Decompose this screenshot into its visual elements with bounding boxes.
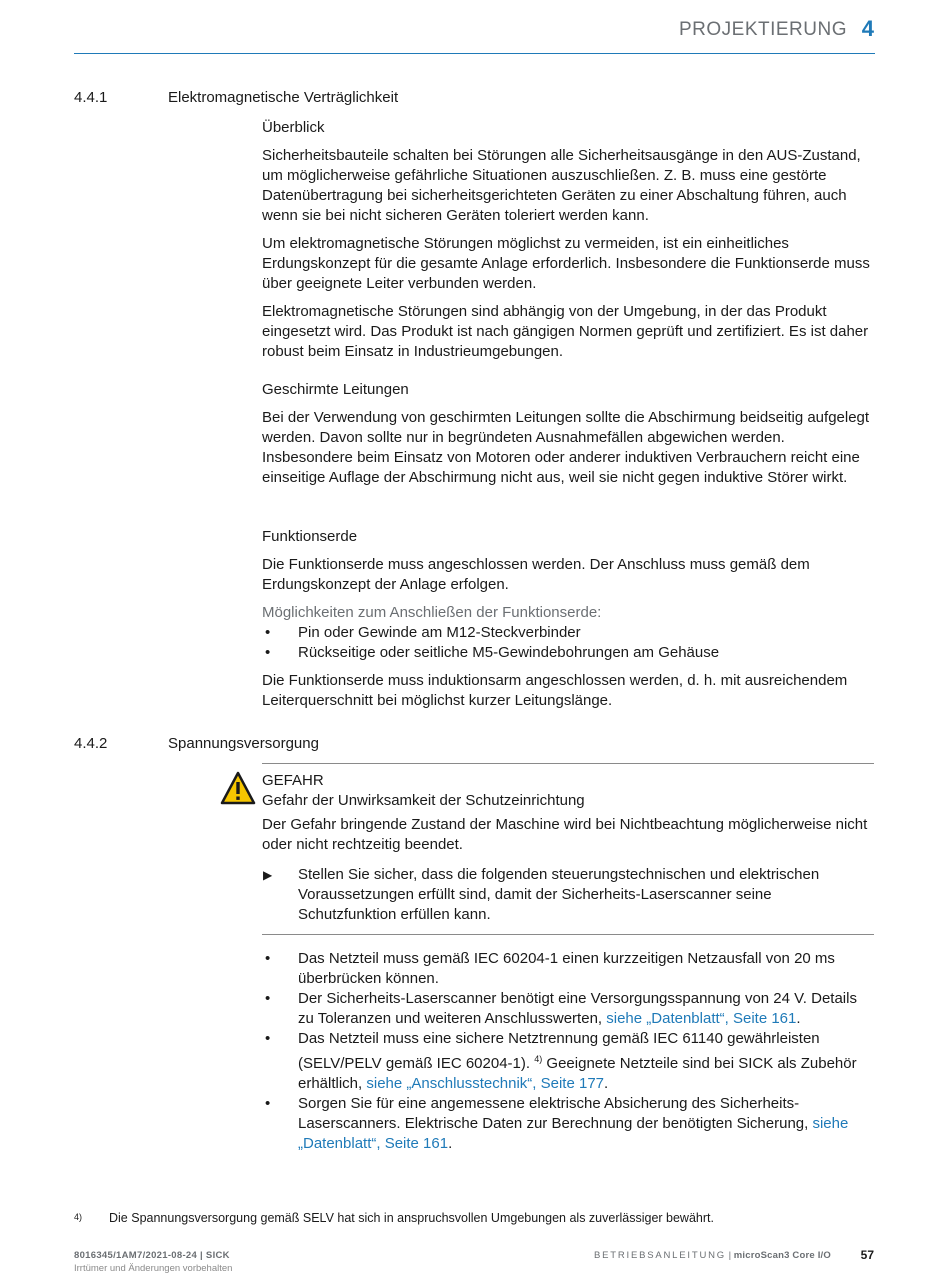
arrow-right-icon: ▶ xyxy=(263,868,273,882)
danger-box xyxy=(262,771,874,925)
list-item-text: Rückseitige oder seitliche M5-Gewindebohrungen am Gehäuse xyxy=(298,644,720,661)
requirements-list xyxy=(262,949,874,1154)
footnote-mark: 4) xyxy=(74,1212,83,1222)
paragraph: Sicherheitsbauteile schalten bei Störungen alle Sicherheitsausgänge in den AUS-Zustand, um möglicherweise gefährliche Situationen auszuschließen. Z. B. muss eine gestörte Datenübertragung bei sicherheitsgerichteten Geräten zu einer Abschaltung führen, auch wenn sie bei nicht sicheren Geräten toleriert werden kann. xyxy=(262,147,861,224)
warning-triangle-icon xyxy=(220,771,256,810)
list-item-text: Geeignete Netzteile sind bei SICK als Zubehör erhältlich, xyxy=(298,1055,857,1092)
danger-instruction xyxy=(262,865,874,925)
danger-box-bottom-rule xyxy=(262,934,874,935)
subheading-shielded-cables: Geschirmte Leitungen xyxy=(262,381,409,398)
options-list xyxy=(262,623,874,663)
datasheet-link[interactable]: siehe „Datenblatt“, Seite 161 xyxy=(298,1115,849,1152)
section-number-441: 4.4.1 xyxy=(74,89,108,106)
footer-doc-type: BETRIEBSANLEITUNG xyxy=(594,1250,726,1261)
footer-separator: | xyxy=(725,1250,734,1261)
subheading-overview: Überblick xyxy=(262,119,325,136)
paragraph: Bei der Verwendung von geschirmten Leitungen sollte die Abschirmung beidseitig aufgelegt werden. Davon sollte nur in begründeten Ausnahmefällen abgewichen werden. Insbesondere beim Einsatz von Motoren oder anderer induktiven Verbrauchern reicht eine einseitige Auflage der Abschirmung nicht aus, weil sie nicht gegen induktive Störer wirkt. xyxy=(262,409,870,486)
list-item-text: Der Sicherheits-Laserscanner benötigt eine Versorgungsspannung von 24 V. Details zu Toleranzen und weiteren Anschlusswerten, xyxy=(298,990,857,1027)
list-item-end: . xyxy=(448,1135,453,1152)
subheading-functional-earth: Funktionserde xyxy=(262,528,358,545)
section-title-442: Spannungsversorgung xyxy=(168,735,319,752)
power-requirements xyxy=(262,949,874,1154)
paragraph: Die Funktionserde muss induktionsarm angeschlossen werden, d. h. mit ausreichendem Leiterquerschnitt bei möglichst kurzer Leitungslänge. xyxy=(262,672,848,709)
list-item-text: Sorgen Sie für eine angemessene elektrische Absicherung des Sicherheits-Laserscanners. Elektrische Daten zur Berechnung der benötigten Sicherung, xyxy=(298,1095,813,1132)
options-label-colon: : xyxy=(597,604,602,621)
danger-instruction-text: Stellen Sie sicher, dass die folgenden steuerungstechnischen und elektrischen Voraussetzungen erfüllt sind, damit der Sicherheits-Laserscanner seine Schutzfunktion erfüllen kann. xyxy=(298,866,820,923)
footer-disclaimer: Irrtümer und Änderungen vorbehalten xyxy=(74,1263,233,1274)
section-441-body xyxy=(262,118,874,362)
datasheet-link[interactable]: siehe „Datenblatt“, Seite 161 xyxy=(606,1010,797,1027)
footer-document-id: 8016345/1AM7/2021-08-24 | SICK xyxy=(74,1250,230,1261)
list-item: • Rückseitige oder seitliche M5-Gewindebohrungen am Gehäuse xyxy=(265,644,720,661)
running-header-title: PROJEKTIERUNG xyxy=(678,19,847,40)
page-number: 57 xyxy=(860,1248,874,1262)
running-header-chapter: 4 xyxy=(861,16,874,41)
list-item: • Das Netzteil muss eine sichere Netztrennung gemäß IEC 61140 gewährleisten (SELV/PELV gemäß IEC 60204-1). $^{4)}$ Geeignete Netzteile sind bei SICK als Zubehör erhältlich, siehe „Anschlusstechnik“, Seite 177. xyxy=(265,1030,857,1092)
list-item-text: Das Netzteil muss eine sichere Netztrennung gemäß IEC 61140 gewährleisten (SELV/PELV gemäß IEC 60204-1). xyxy=(298,1030,820,1072)
footer-document-type xyxy=(594,1250,831,1261)
list-item-end: . xyxy=(604,1075,609,1092)
paragraph: Elektromagnetische Störungen sind abhängig von der Umgebung, in der das Produkt eingesetzt wird. Das Produkt ist nach gängigen Normen geprüft und zertifiziert. Es ist daher robust beim Einsatz in Industrieumgebungen. xyxy=(262,303,869,360)
list-item: • Sorgen Sie für eine angemessene elektrische Absicherung des Sicherheits-Laserscanners. Elektrische Daten zur Berechnung der benötigten Sicherung, siehe „Datenblatt“, Seite 161. xyxy=(265,1095,849,1152)
options-label-text: Möglichkeiten zum Anschließen der Funktionserde xyxy=(262,604,598,621)
danger-box-top-rule xyxy=(262,763,874,764)
options-label xyxy=(262,603,874,623)
footnote-text: Die Spannungsversorgung gemäß SELV hat sich in anspruchsvollen Umgebungen als zuverlässiger bewährt. xyxy=(109,1211,714,1225)
list-item: • Der Sicherheits-Laserscanner benötigt eine Versorgungsspannung von 24 V. Details zu Toleranzen und weiteren Anschlusswerten, siehe „Datenblatt“, Seite 161. xyxy=(265,990,857,1027)
list-item: • Pin oder Gewinde am M12-Steckverbinder xyxy=(265,624,581,641)
section-title-441: Elektromagnetische Verträglichkeit xyxy=(168,89,399,106)
danger-text: Der Gefahr bringende Zustand der Maschine wird bei Nichtbeachtung möglicherweise nicht oder nicht rechtzeitig beendet. xyxy=(262,816,868,853)
list-item: • Das Netzteil muss gemäß IEC 60204-1 einen kurzzeitigen Netzausfall von 20 ms überbrücken können. xyxy=(265,950,835,987)
header-rule xyxy=(74,53,875,54)
danger-subtitle: Gefahr der Unwirksamkeit der Schutzeinrichtung xyxy=(262,792,585,809)
section-441-functional-earth xyxy=(262,527,874,711)
section-441-shielded xyxy=(262,380,874,488)
section-number-442: 4.4.2 xyxy=(74,735,108,752)
paragraph: Um elektromagnetische Störungen möglichst zu vermeiden, ist ein einheitliches Erdungskonzept für die gesamte Anlage erforderlich. Insbesondere die Funktionserde muss über geeignete Leiter verbunden werden. xyxy=(262,235,870,292)
list-item-text: Das Netzteil muss gemäß IEC 60204-1 einen kurzzeitigen Netzausfall von 20 ms überbrücken können. xyxy=(298,950,835,987)
footnote-ref[interactable]: 4) xyxy=(534,1054,543,1064)
danger-label: GEFAHR xyxy=(262,772,324,789)
list-item-end: . xyxy=(796,1010,801,1027)
connection-technology-link[interactable]: siehe „Anschlusstechnik“, Seite 177 xyxy=(366,1075,605,1092)
footer-product: microScan3 Core I/O xyxy=(733,1250,831,1261)
paragraph: Die Funktionserde muss angeschlossen werden. Der Anschluss muss gemäß dem Erdungskonzept der Anlage erfolgen. xyxy=(262,556,810,593)
list-item-text: Pin oder Gewinde am M12-Steckverbinder xyxy=(298,624,581,641)
